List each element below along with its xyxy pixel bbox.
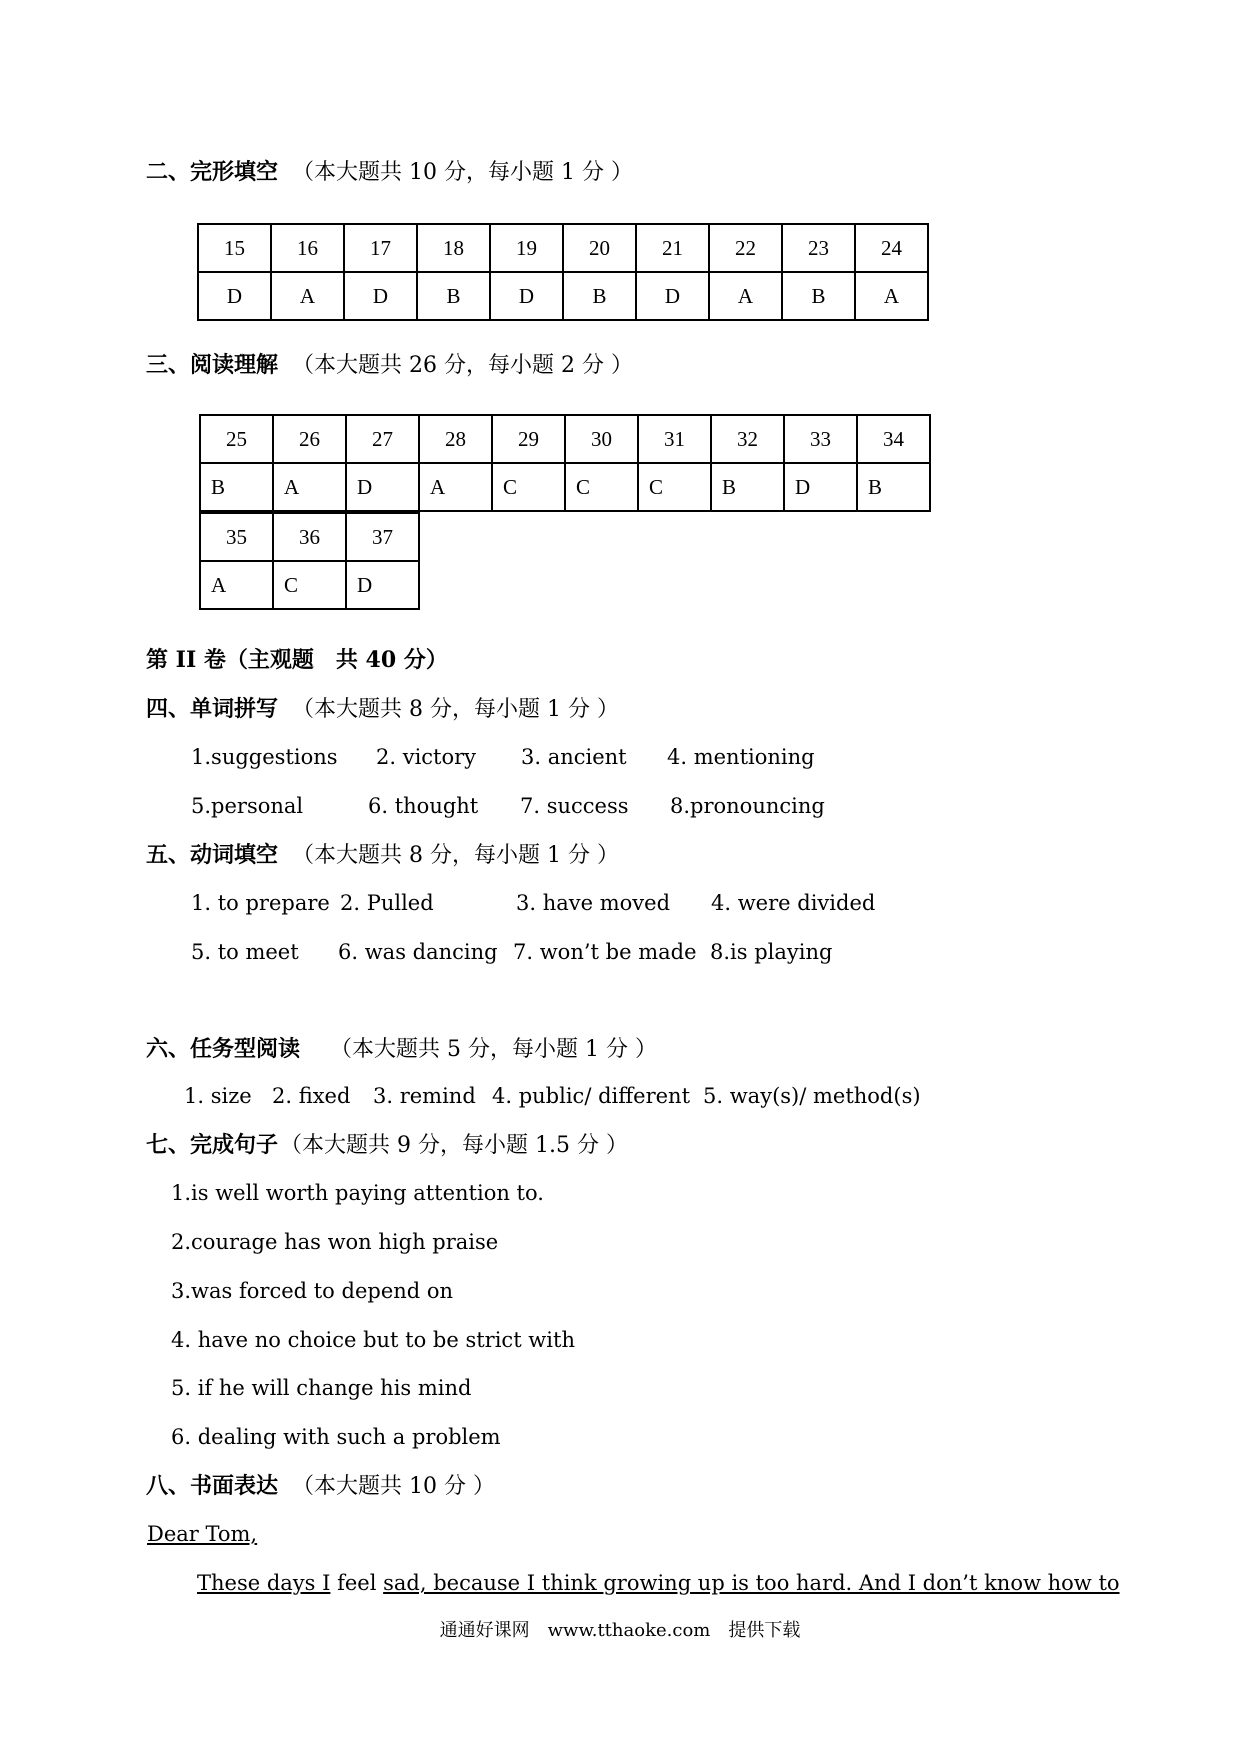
list-item: 5.personal (191, 794, 304, 818)
page-footer: 通通好课网 www.tthaoke.com 提供下载 (439, 1620, 801, 1641)
table-cell: D (344, 272, 417, 320)
list-item: 4. mentioning (667, 745, 815, 769)
section4-note: （本大题共 8 分，每小题 1 分 ） (292, 697, 619, 722)
section7-heading (146, 1131, 628, 1160)
list-item: 6. was dancing (338, 940, 498, 964)
section7-note: （本大题共 9 分，每小题 1.5 分 ） (280, 1133, 628, 1158)
table-cell: 35 (200, 513, 273, 561)
section2-heading (146, 158, 633, 187)
table-cell: 18 (417, 224, 490, 272)
list-item: 3. have moved (516, 891, 671, 915)
table-row (198, 224, 928, 272)
table-cell: A (855, 272, 928, 320)
list-item: 4. were divided (711, 891, 876, 915)
letter-body-line (197, 1570, 1120, 1596)
list-item: 1. size (184, 1084, 252, 1108)
section6-note: （本大题共 5 分，每小题 1 分 ） (330, 1037, 657, 1062)
list-item: 4. public/ different (492, 1084, 691, 1108)
letter-text: feel (330, 1571, 384, 1595)
list-item: 1. to prepare (191, 891, 330, 915)
letter-text-underlined: These days I (197, 1571, 331, 1595)
table-row (200, 463, 930, 511)
list-item: 7. won’t be made (513, 940, 697, 964)
table-row (200, 415, 930, 463)
section4-heading (146, 695, 619, 724)
table-cell: 25 (200, 415, 273, 463)
section3-note: （本大题共 26 分，每小题 2 分 ） (292, 353, 633, 378)
list-item: 5. if he will change his mind (171, 1376, 472, 1400)
letter-salutation: Dear Tom, (147, 1522, 258, 1546)
list-item: 3. remind (373, 1084, 476, 1108)
section5-heading (146, 841, 619, 870)
table-cell: 21 (636, 224, 709, 272)
table-cell: 30 (565, 415, 638, 463)
table-row (200, 561, 419, 609)
table-cell: B (417, 272, 490, 320)
table-cell: A (200, 561, 273, 609)
section3-answer-table (199, 414, 931, 512)
section2-title: 二、完形填空 (146, 159, 279, 185)
list-item: 1.suggestions (191, 745, 338, 769)
table-cell: B (857, 463, 930, 511)
table-cell: 33 (784, 415, 857, 463)
section4-title: 四、单词拼写 (146, 696, 279, 722)
table-cell: 15 (198, 224, 271, 272)
table-cell: C (492, 463, 565, 511)
list-item: 2. Pulled (340, 891, 434, 915)
table-row (198, 272, 928, 320)
table-cell: 32 (711, 415, 784, 463)
list-item: 5. way(s)/ method(s) (703, 1084, 921, 1108)
table-cell: 31 (638, 415, 711, 463)
table-cell: A (709, 272, 782, 320)
section3-title: 三、阅读理解 (146, 352, 279, 378)
table-cell: 24 (855, 224, 928, 272)
table-cell: C (565, 463, 638, 511)
list-item: 2.courage has won high praise (171, 1230, 499, 1254)
table-cell: 28 (419, 415, 492, 463)
table-cell: A (271, 272, 344, 320)
list-item: 4. have no choice but to be strict with (171, 1328, 575, 1352)
table-cell: 22 (709, 224, 782, 272)
table-cell: C (273, 561, 346, 609)
section8-title: 八、书面表达 (146, 1473, 279, 1499)
section8-note: （本大题共 10 分 ） (292, 1474, 495, 1499)
table-cell: 20 (563, 224, 636, 272)
table-cell: 23 (782, 224, 855, 272)
list-item: 2. victory (376, 745, 477, 769)
list-item: 3. ancient (521, 745, 627, 769)
table-cell: C (638, 463, 711, 511)
letter-text-underlined: sad, because I think growing up is too hard. And I don’t know how to (383, 1571, 1120, 1595)
section3-heading (146, 351, 633, 380)
list-item: 7. success (520, 794, 629, 818)
table-cell: B (200, 463, 273, 511)
table-cell: D (346, 561, 419, 609)
table-row (200, 513, 419, 561)
table-cell: 29 (492, 415, 565, 463)
list-item: 3.was forced to depend on (171, 1279, 454, 1303)
table-cell: 26 (273, 415, 346, 463)
table-cell: D (346, 463, 419, 511)
part2-heading: 第 II 卷（主观题 共 40 分） (146, 647, 448, 673)
table-cell: D (490, 272, 563, 320)
table-cell: 17 (344, 224, 417, 272)
table-cell: D (198, 272, 271, 320)
table-cell: 19 (490, 224, 563, 272)
section3-answer-table-continued (199, 512, 420, 610)
section7-title: 七、完成句子 (146, 1132, 279, 1158)
list-item: 1.is well worth paying attention to. (171, 1181, 544, 1205)
table-cell: 27 (346, 415, 419, 463)
list-item: 6. thought (368, 794, 479, 818)
table-cell: A (419, 463, 492, 511)
table-cell: B (782, 272, 855, 320)
table-cell: D (636, 272, 709, 320)
list-item: 2. fixed (272, 1084, 351, 1108)
table-cell: 34 (857, 415, 930, 463)
table-cell: D (784, 463, 857, 511)
table-cell: 16 (271, 224, 344, 272)
list-item: 8.pronouncing (670, 794, 825, 818)
section8-heading (146, 1472, 495, 1501)
table-cell: B (563, 272, 636, 320)
section5-note: （本大题共 8 分，每小题 1 分 ） (292, 843, 619, 868)
list-item: 6. dealing with such a problem (171, 1425, 501, 1449)
section6-title: 六、任务型阅读 (146, 1036, 301, 1062)
list-item: 8.is playing (710, 940, 833, 964)
table-cell: 36 (273, 513, 346, 561)
list-item: 5. to meet (191, 940, 299, 964)
section5-title: 五、动词填空 (146, 842, 279, 868)
table-cell: 37 (346, 513, 419, 561)
table-cell: B (711, 463, 784, 511)
section2-note: （本大题共 10 分，每小题 1 分 ） (292, 160, 633, 185)
section2-answer-table (197, 223, 929, 321)
table-cell: A (273, 463, 346, 511)
section6-heading (146, 1035, 657, 1064)
